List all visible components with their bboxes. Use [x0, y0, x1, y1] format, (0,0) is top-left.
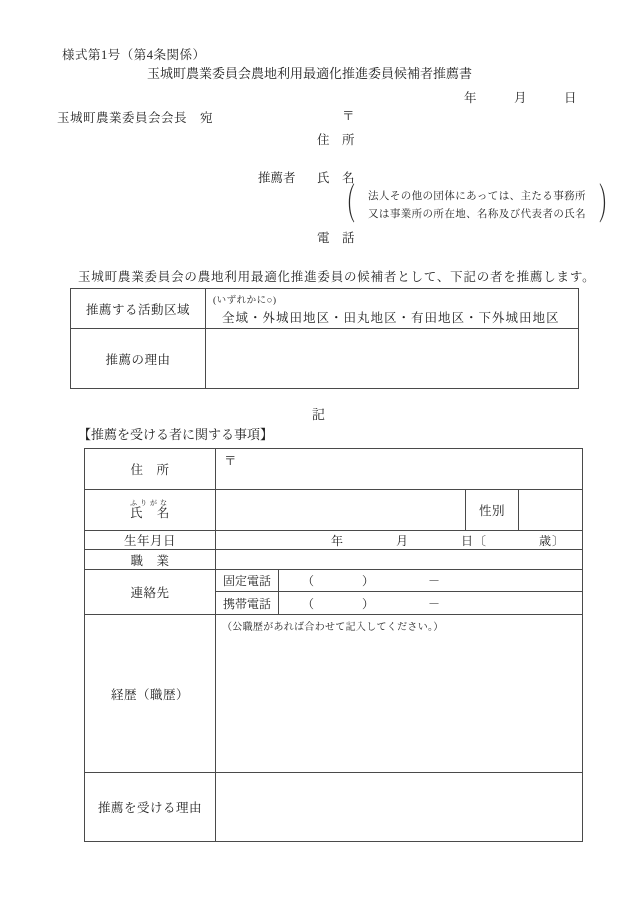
corporate-note-line1: 法人その他の団体にあっては、主たる事務所: [368, 191, 586, 202]
addressee-line: 玉城町農業委員会会長 宛: [57, 111, 214, 125]
activity-area-note: (いずれかに○): [213, 296, 277, 306]
mobile-phone-value-cell: （ ） －: [279, 592, 583, 615]
corporate-note: [325, 183, 629, 229]
candidate-name-label-cell: [85, 490, 216, 531]
postal-mark: 〒: [342, 109, 355, 123]
gender-value-cell: [519, 490, 583, 531]
candidate-name-value-cell: [216, 490, 466, 531]
recommendation-reason-label-cell: 推薦の理由: [71, 329, 206, 389]
recommender-phone-label: 電 話: [317, 231, 355, 245]
contact-label-cell: 連絡先: [85, 570, 216, 615]
occupation-value-cell: [216, 550, 583, 570]
form-number: 様式第1号（第4条関係）: [62, 48, 206, 62]
activity-area-options: 全域・外城田地区・田丸地区・有田地区・下外城田地区: [222, 311, 560, 325]
recommendation-table: [70, 288, 579, 389]
fixed-phone-label-cell: 固定電話: [216, 570, 279, 592]
date-placeholder: 年 月 日: [464, 91, 577, 105]
activity-area-value-cell: [206, 289, 579, 329]
candidate-postal-mark: 〒: [224, 454, 237, 468]
recommender-name-label: 氏 名: [317, 171, 355, 185]
record-marker: 記: [312, 407, 326, 422]
career-value-cell: [216, 615, 583, 773]
career-label-cell: 経歴（職歴）: [85, 615, 216, 773]
mobile-phone-label-cell: 携帯電話: [216, 592, 279, 615]
statement-line: 玉城町農業委員会の農地利用最適化推進委員の候補者として、下記の者を推薦します。: [78, 270, 596, 284]
right-paren-icon: ）: [598, 183, 618, 229]
recommender-label: 推薦者: [258, 171, 296, 185]
fixed-phone-value-cell: （ ） －: [279, 570, 583, 592]
candidate-name-ruby: ふりがな: [130, 499, 170, 507]
left-paren-icon: （: [336, 183, 356, 229]
activity-area-label-cell: 推薦する活動区域: [71, 289, 206, 329]
occupation-label-cell: 職 業: [85, 550, 216, 570]
candidate-table: [84, 448, 583, 842]
recommender-address-label: 住 所: [317, 133, 355, 147]
recommendation-reason-value-cell: [206, 329, 579, 389]
gender-label-cell: 性別: [466, 490, 519, 531]
section-heading: 【推薦を受ける者に関する事項】: [78, 427, 274, 442]
birthdate-label-cell: 生年月日: [85, 531, 216, 550]
birthdate-value-cell: 年 月 日〔 歳〕: [216, 531, 583, 550]
document-title: 玉城町農業委員会農地利用最適化推進委員候補者推薦書: [147, 66, 473, 81]
candidate-address-label-cell: 住 所: [85, 449, 216, 490]
candidate-reason-value-cell: [216, 773, 583, 842]
career-note: （公職歴があれば合わせて記入してください。）: [222, 622, 444, 633]
candidate-reason-label-cell: 推薦を受ける理由: [85, 773, 216, 842]
candidate-name-label: 氏 名 ふりがな: [130, 499, 170, 520]
corporate-note-line2: 又は事業所の所在地、名称及び代表者の氏名: [368, 209, 587, 220]
candidate-address-value-cell: [216, 449, 583, 490]
